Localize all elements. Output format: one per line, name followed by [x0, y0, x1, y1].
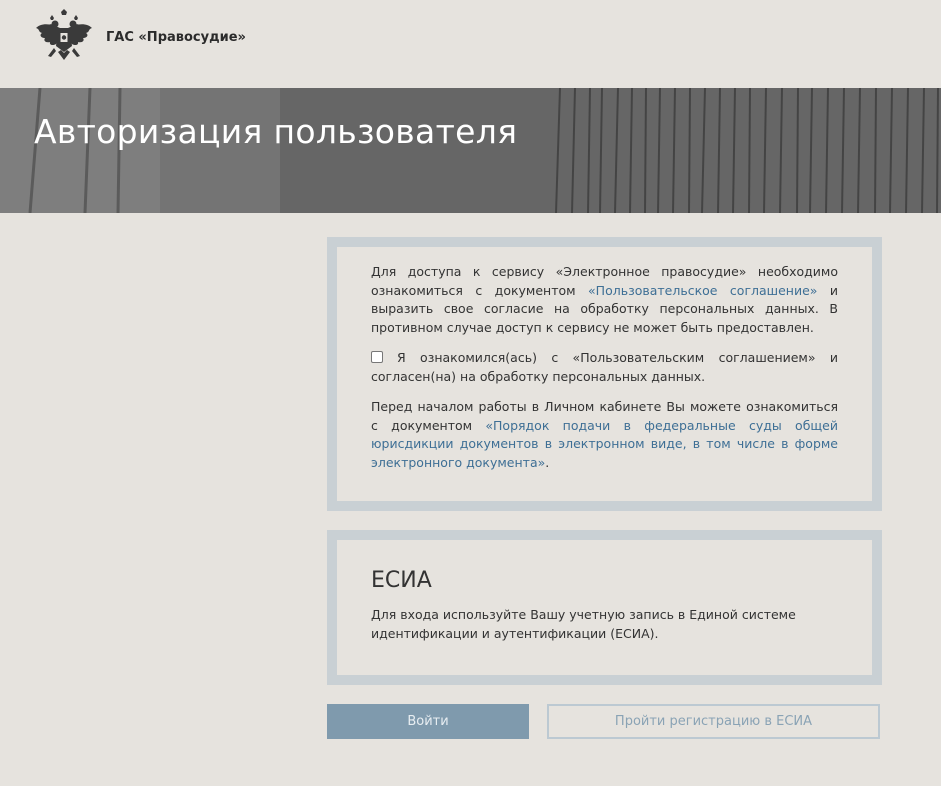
esia-panel: [327, 530, 882, 685]
double-headed-eagle-emblem-icon[interactable]: [34, 8, 94, 68]
agreement-intro: [371, 263, 838, 337]
procedure-note-text: Перед началом работы в Личном кабинете Вы можете ознакомиться с документом: [371, 399, 838, 433]
esia-description: Для входа используйте Вашу учетную запись в Единой системе идентификации и аутентификации (ЕСИА).: [371, 607, 796, 641]
user-agreement-link[interactable]: «Пользовательское соглашение»: [588, 282, 818, 298]
org-name[interactable]: ГАС «Правосудие»: [106, 30, 246, 45]
consent-label[interactable]: Я ознакомился(ась) с «Пользовательским соглашением» и согласен(на) на обработку персональных данных.: [371, 350, 838, 384]
esia-title: ЕСИА: [371, 568, 432, 593]
procedure-note: [371, 398, 838, 472]
agreement-panel: [327, 237, 882, 511]
procedure-note-text-end: .: [545, 454, 550, 470]
procedure-document-link[interactable]: «Порядок подачи в федеральные суды общей юрисдикции документов в электронном виде, в том числе в форме электронного документа»: [371, 417, 838, 470]
page-title: Авторизация пользователя: [34, 112, 518, 151]
agreement-intro-text-end: и выразить свое согласие на обработку персональных данных. В противном случае доступ к сервису не может быть предоставлен.: [371, 282, 838, 335]
page-banner: [0, 88, 941, 213]
esia-register-button[interactable]: Пройти регистрацию в ЕСИА: [547, 704, 880, 739]
login-button[interactable]: Войти: [327, 704, 529, 739]
site-header: [0, 0, 941, 88]
consent-row[interactable]: [371, 349, 838, 386]
agreement-intro-text: Для доступа к сервису «Электронное правосудие» необходимо ознакомиться с документом: [371, 264, 838, 298]
consent-checkbox[interactable]: [371, 351, 383, 363]
